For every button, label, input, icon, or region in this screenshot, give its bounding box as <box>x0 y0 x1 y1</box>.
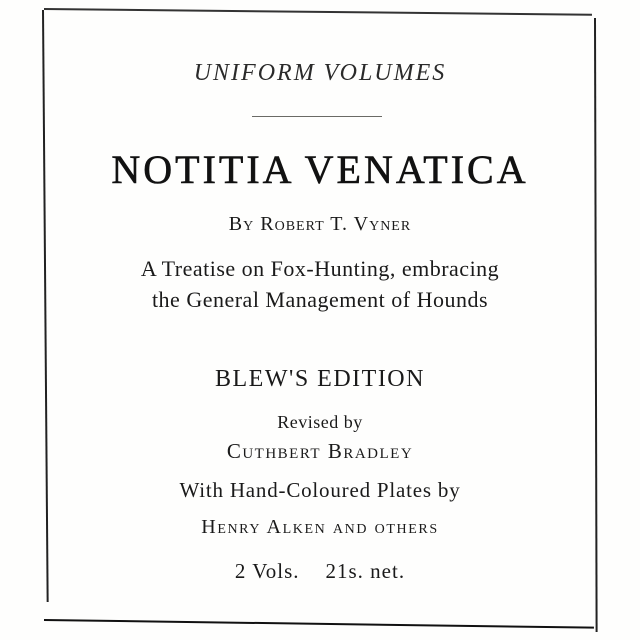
edition-heading: BLEW'S EDITION <box>215 366 425 392</box>
frame-bottom-rule <box>44 619 594 629</box>
price-value: 21s. net. <box>325 559 406 583</box>
description-line-2: the General Management of Hounds <box>151 287 489 312</box>
volume-count: 2 Vols. <box>234 559 300 583</box>
price-line <box>50 559 590 584</box>
author-line: By Robert T. Vyner <box>228 213 412 235</box>
illustrators-line: Henry Alken and others <box>201 516 439 538</box>
frame-left-rule <box>42 10 49 602</box>
frame-right-rule <box>594 18 598 632</box>
plates-line: With Hand-Coloured Plates by <box>179 478 461 502</box>
revised-by-label: Revised by <box>277 412 363 432</box>
series-heading: UNIFORM VOLUMES <box>193 60 447 86</box>
heading-divider <box>252 116 382 117</box>
frame-top-rule <box>44 8 592 16</box>
reviser-name: Cuthbert Bradley <box>226 439 414 463</box>
description-line-1: A Treatise on Fox-Hunting, embracing <box>140 256 500 281</box>
book-title: NOTITIA VENATICA <box>111 147 529 192</box>
